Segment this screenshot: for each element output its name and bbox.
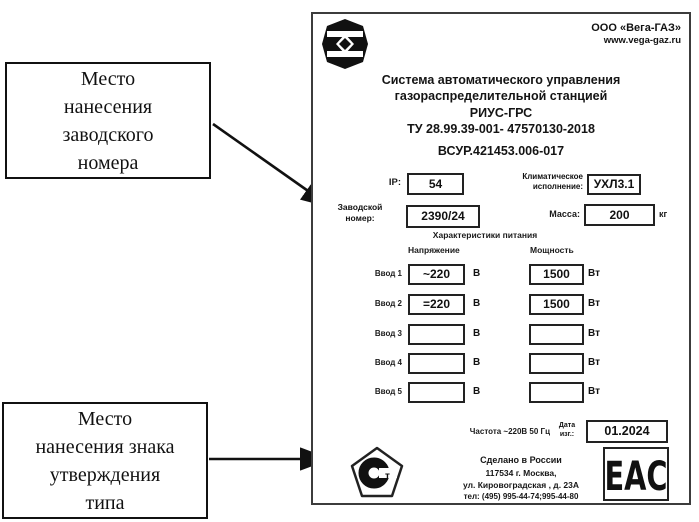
serial-label-line1: Заводской <box>337 202 383 212</box>
power-value-box <box>529 324 584 345</box>
date-label-line1: Дата <box>558 422 576 429</box>
power-unit: Вт <box>588 386 600 397</box>
voltage-unit: В <box>473 328 481 339</box>
plate-doc-number: ВСУР.421453.006-017 <box>437 144 565 158</box>
voltage-value-box: ~220 <box>408 264 465 285</box>
climate-value-box: УХЛ3.1 <box>587 174 641 195</box>
plate-model: РИУС-ГРС <box>469 106 533 120</box>
callout-serial-line: номера <box>77 151 139 174</box>
voltage-value-box <box>408 353 465 374</box>
voltage-unit: В <box>473 268 481 279</box>
power-value-box: 1500 <box>529 264 584 285</box>
company-website: www.vega-gaz.ru <box>603 35 681 46</box>
input-row-label: Ввод 4 <box>374 358 402 367</box>
address-line1: 117534 г. Москва, <box>485 468 557 478</box>
vega-gaz-logo-icon <box>321 18 369 70</box>
nameplate <box>311 12 691 505</box>
power-value-box: 1500 <box>529 294 584 315</box>
date-label-line2: изг.: <box>559 430 575 438</box>
power-unit: Вт <box>588 328 600 339</box>
callout-type-line: Место <box>77 407 133 430</box>
input-row-label: Ввод 5 <box>374 387 402 396</box>
callout-type-line: утверждения <box>49 463 161 486</box>
voltage-unit: В <box>473 298 481 309</box>
climate-label-line1: Климатическое <box>522 172 583 181</box>
serial-value-box: 2390/24 <box>406 205 480 228</box>
power-value-box <box>529 353 584 374</box>
climate-label-line2: исполнение: <box>532 182 583 191</box>
frequency-label: Частота ~220В 50 Гц <box>469 427 550 436</box>
voltage-unit: В <box>473 357 481 368</box>
date-value-box: 01.2024 <box>586 420 668 443</box>
input-row-label: Ввод 3 <box>374 329 402 338</box>
callout-type-line: нанесения знака <box>35 435 175 458</box>
eac-text: ЕАС <box>605 454 667 499</box>
input-row-label: Ввод 2 <box>374 299 402 308</box>
made-in-label: Сделано в России <box>480 455 562 465</box>
voltage-unit: В <box>473 386 481 397</box>
ip-label: IP: <box>388 177 401 188</box>
callout-type-line: типа <box>85 491 125 514</box>
callout-type-approval-location <box>2 402 208 519</box>
callout-serial-line: Место <box>80 67 136 90</box>
power-unit: Вт <box>588 298 600 309</box>
power-section-title: Характеристики питания <box>432 230 538 240</box>
voltage-value-box <box>408 324 465 345</box>
company-name: ООО «Вега-ГАЗ» <box>591 22 681 34</box>
eac-letters-icon <box>605 449 667 499</box>
power-unit: Вт <box>588 268 600 279</box>
callout-serial-line: заводского <box>62 123 154 146</box>
mass-unit: кг <box>659 209 668 219</box>
address-line2: ул. Кировоградская , д. 23А <box>462 480 580 490</box>
voltage-value-box: =220 <box>408 294 465 315</box>
type-mark-letter-t: т <box>385 471 390 482</box>
ip-value-box: 54 <box>407 173 464 195</box>
voltage-column-header: Напряжение <box>408 245 460 255</box>
type-approval-mark-icon <box>349 446 405 500</box>
power-value-box <box>529 382 584 403</box>
input-row-label: Ввод 1 <box>374 269 402 278</box>
phone-line: тел: (495) 995-44-74;995-44-80 <box>463 492 579 501</box>
callout-serial-number-location <box>5 62 211 179</box>
power-column-header: Мощность <box>530 245 574 255</box>
plate-title-line1: Система автоматического управления <box>381 73 621 87</box>
mass-label: Масса: <box>549 209 580 219</box>
serial-label-line2: номер: <box>345 212 375 223</box>
eac-mark <box>603 447 669 501</box>
callout-serial-line: нанесения <box>63 95 153 118</box>
power-unit: Вт <box>588 357 600 368</box>
plate-tu-number: ТУ 28.99.39-001- 47570130-2018 <box>407 122 595 136</box>
voltage-value-box <box>408 382 465 403</box>
mass-value-box: 200 <box>584 204 655 226</box>
plate-title-line2: газораспределительной станцией <box>394 89 608 103</box>
